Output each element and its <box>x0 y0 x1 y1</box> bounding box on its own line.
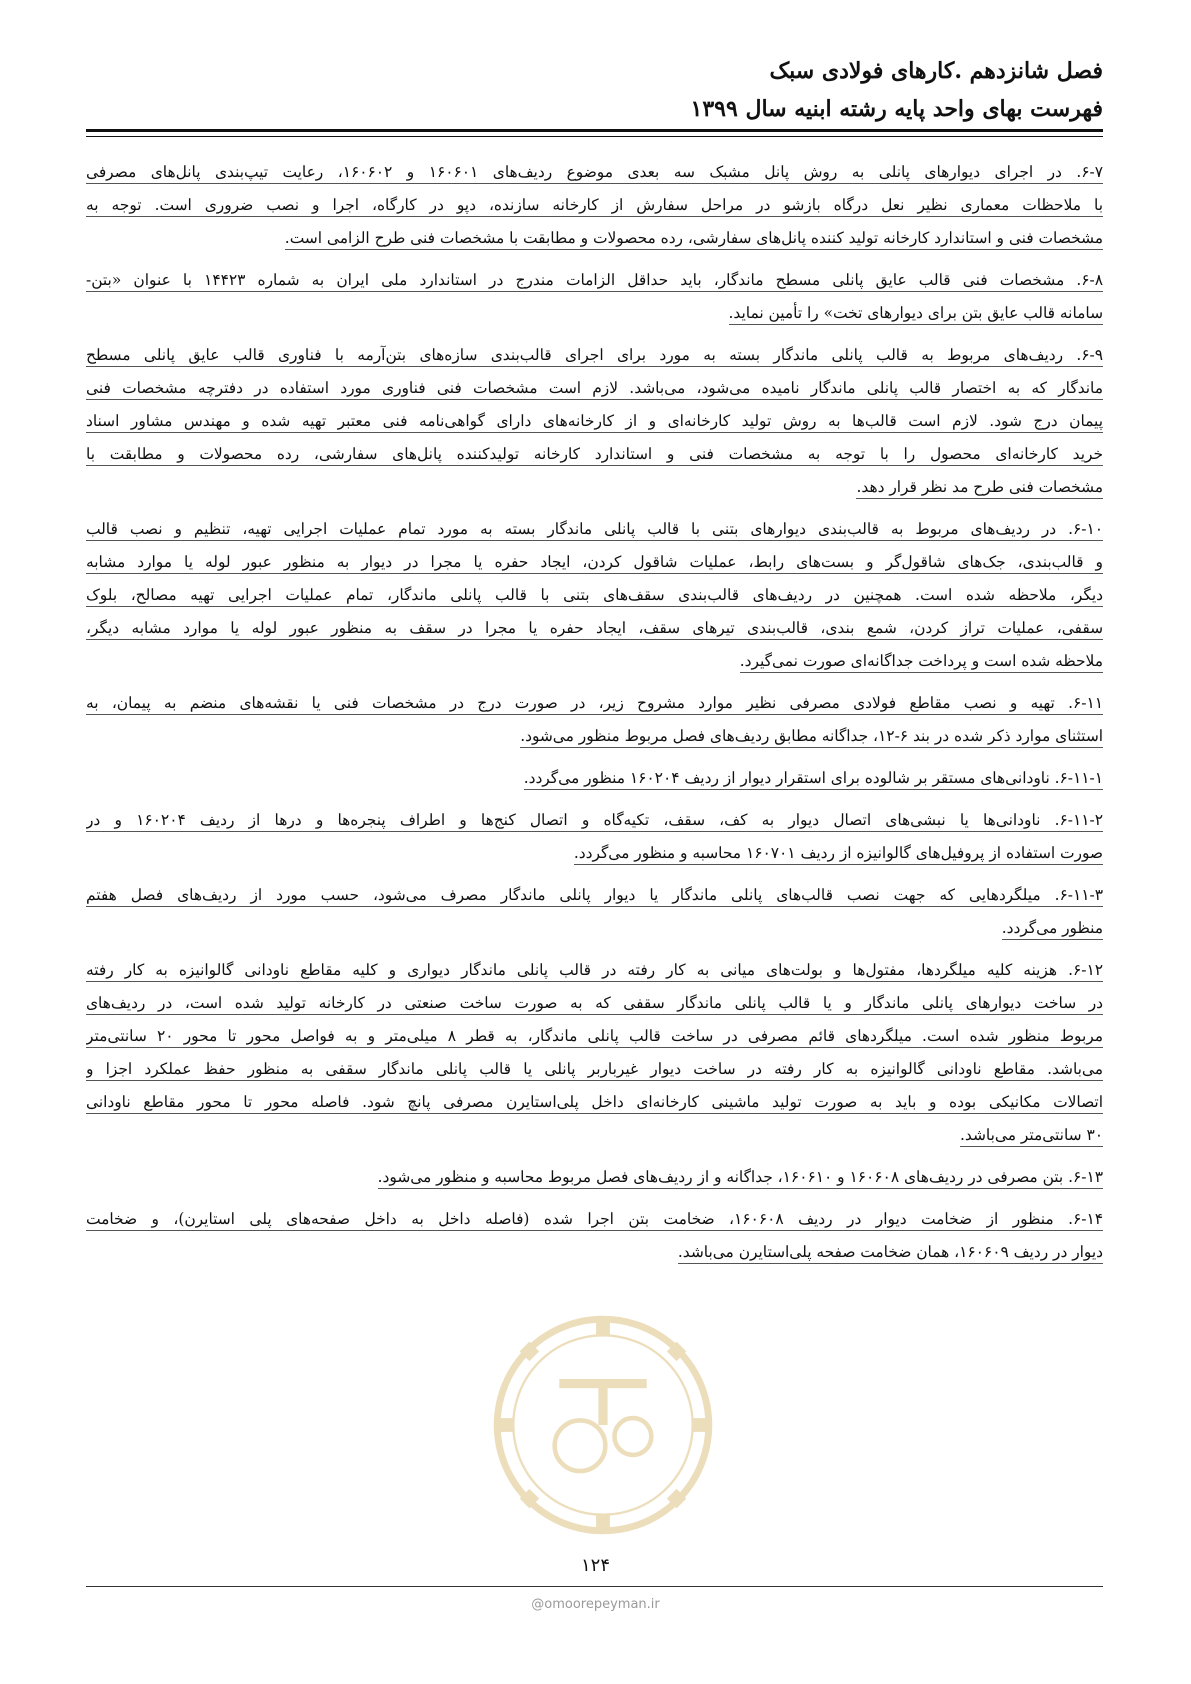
clause-line <box>86 546 1103 579</box>
clause-6-11-1 <box>86 762 1103 795</box>
clause-line-text: ۶-۱۱. تهیه و نصب مقاطع فولادی مصرفی نظیر موارد مشروح زیر، در صورت درج در مشخصات فنی یا نقشه‌های منضم به پیمان، به <box>86 694 1103 715</box>
clause-line-text: ۶-۹. ردیف‌های مربوط به قالب پانلی ماندگار بسته به مورد برای اجرای قالب‌بندی سازه‌های بتن‌آرمه با فناوری قالب عایق پانلی مسطح <box>86 346 1103 367</box>
clause-line <box>86 987 1103 1020</box>
clause-line-text: مربوط منظور شده است. میلگردهای قائم مصرفی در ساخت قالب پانلی ماندگار، به قطر ۸ میلی‌متر و به فواصل محور تا محور ۲۰ سانتی‌متر <box>86 1027 1103 1048</box>
clause-line <box>86 189 1103 222</box>
clause-line-text: منظور می‌گردد. <box>1002 919 1103 940</box>
price-list-title: فهرست بهای واحد پایه رشته ابنیه سال ۱۳۹۹ <box>690 96 1103 122</box>
footer-divider <box>86 1586 1103 1587</box>
clause-line-text: سقفی، عملیات تراز کردن، شمع بندی، قالب‌بندی تیرهای سقف، ایجاد حفره یا مجرا در سقف به منظور عبور لوله یا موارد مشابه دیگر، <box>86 619 1103 640</box>
clause-6-8 <box>86 264 1103 330</box>
clause-line <box>86 339 1103 372</box>
clause-line-text: صورت استفاده از پروفیل‌های گالوانیزه از ردیف ۱۶۰۷۰۱ محاسبه و منظور می‌گردد. <box>574 844 1103 865</box>
page-header <box>86 52 1103 128</box>
clause-line-text: اتصالات مکانیکی بوده و باید به صورت تولید ماشینی کارخانه‌ای داخل پلی‌استایرن مصرفی پانچ شود. فاصله محور تا محور مقاطع ناودانی <box>86 1093 1103 1114</box>
clause-line-text: استثنای موارد ذکر شده در بند ۶-۱۲، جداگانه مطابق ردیف‌های فصل مربوط منظور می‌شود. <box>520 727 1103 748</box>
logo-watermark-icon <box>488 1310 718 1540</box>
clause-line <box>86 1203 1103 1236</box>
clause-line-text: مشخصات فنی و استاندارد کارخانه تولید کننده پانل‌های سفارشی، رده محصولات و مطابقت با مشخصات فنی طرح الزامی است. <box>285 229 1103 250</box>
clause-line <box>86 1053 1103 1086</box>
clause-6-11-3 <box>86 879 1103 945</box>
clause-line-text: می‌باشد. مقاطع ناودانی گالوانیزه به کار رفته در ساخت دیوار غیرباربر پانلی یا قالب پانلی ماندگار سقفی به منظور حفظ عملکرد اجزا و <box>86 1060 1103 1081</box>
clause-line <box>86 1236 1103 1269</box>
clause-line-text: ۶-۱۰. در ردیف‌های مربوط به قالب‌بندی دیوارهای بتنی با قالب پانلی ماندگار بسته به مورد تمام عملیات اجرایی تهیه، تنظیم و نصب قالب <box>86 520 1103 541</box>
clause-line-text: و قالب‌بندی، جک‌های شاقول‌گر و بست‌های رابط، عملیات شاقول کردن، ایجاد حفره یا مجرا در دیوار به منظور عبور لوله یا موارد مشابه <box>86 553 1103 574</box>
clause-6-7 <box>86 156 1103 255</box>
clause-line <box>86 1161 1103 1194</box>
clause-line-text: ۶-۱۱-۱. ناودانی‌های مستقر بر شالوده برای استقرار دیوار از ردیف ۱۶۰۲۰۴ منظور می‌گردد. <box>524 769 1103 790</box>
clause-line <box>86 222 1103 255</box>
clause-6-12 <box>86 954 1103 1152</box>
clause-line-text: خرید کارخانه‌ای محصول را با توجه به مشخصات فنی و استاندارد کارخانه تولیدکننده پانل‌های سفارشی، رده محصولات و مطابقت با <box>86 445 1103 466</box>
clause-line <box>86 687 1103 720</box>
clause-line-text: پیمان درج شود. لازم است قالب‌ها به روش تولید کارخانه‌ای و از کارخانه‌های دارای گواهی‌نامه فنی معتبر تهیه شده و مهندس مشاور اسناد <box>86 412 1103 433</box>
clause-line-text: مشخصات فنی طرح مد نظر قرار دهد. <box>856 478 1103 499</box>
clause-line-text: ۶-۸. مشخصات فنی قالب عایق پانلی مسطح ماندگار، باید حداقل الزامات مندرج در استاندارد ملی ایران به شماره ۱۴۴۲۳ با عنوان «بتن- <box>86 271 1103 292</box>
clause-line <box>86 471 1103 504</box>
clause-line-text: ۳۰ سانتی‌متر می‌باشد. <box>960 1126 1103 1147</box>
clause-line <box>86 372 1103 405</box>
clause-6-11 <box>86 687 1103 753</box>
clause-line-text: ماندگار که به اختصار قالب پانلی ماندگار نامیده می‌شود، می‌باشد. لازم است مشخصات فنی فناوری مورد استفاده در دفترچه مشخصات فنی <box>86 379 1103 400</box>
clause-line <box>86 762 1103 795</box>
clause-line-text: ۶-۱۱-۲. ناودانی‌ها یا نبشی‌های اتصال دیوار به کف، سقف، تکیه‌گاه و اتصال کنج‌ها و اطراف پنجره‌ها و درها از ردیف ۱۶۰۲۰۴ و در <box>86 811 1103 832</box>
clause-line <box>86 1020 1103 1053</box>
clause-6-13 <box>86 1161 1103 1194</box>
clause-line <box>86 405 1103 438</box>
clause-line <box>86 579 1103 612</box>
clause-line <box>86 837 1103 870</box>
clause-line <box>86 954 1103 987</box>
clause-line-text: ۶-۷. در اجرای دیوارهای پانلی به روش پانل مشبک سه بعدی موضوع ردیف‌های ۱۶۰۶۰۱ و ۱۶۰۶۰۲، رعایت تیپ‌بندی پانل‌های مصرفی <box>86 163 1103 184</box>
clause-line <box>86 1086 1103 1119</box>
clause-line-text: ۶-۱۱-۳. میلگردهایی که جهت نصب قالب‌های پانلی ماندگار یا دیوار پانلی ماندگار مصرف می‌شود، حسب مورد از ردیف‌های فصل هفتم <box>86 886 1103 907</box>
website-url[interactable]: @omoorepeyman.ir <box>531 1597 660 1612</box>
clause-line-text: ۶-۱۴. منظور از ضخامت دیوار در ردیف ۱۶۰۶۰۸، ضخامت بتن اجرا شده (فاصله داخل به داخل صفحه‌های پلی استایرن)، و ضخامت <box>86 1210 1103 1231</box>
clause-line <box>86 1119 1103 1152</box>
clause-line-text: دیگر، ملاحظه شده است. همچنین در ردیف‌های قالب‌بندی سقف‌های بتنی با قالب پانلی ماندگار، تمام عملیات اجرایی تهیه مصالح، بلوک <box>86 586 1103 607</box>
clause-line <box>86 645 1103 678</box>
clause-6-10 <box>86 513 1103 678</box>
clause-line-text: با ملاحظات معماری نظیر نعل درگاه بازشو در مراحل سفارش از کارخانه سازنده، دپو در کارگاه، اجرا و نصب ضروری است. توجه به <box>86 196 1103 217</box>
clause-line <box>86 156 1103 189</box>
clause-line <box>86 612 1103 645</box>
clause-line-text: ۶-۱۲. هزینه کلیه میلگردها، مفتول‌ها و بولت‌های میانی به کار رفته در قالب پانلی ماندگار دیواری و کلیه مقاطع ناودانی گالوانیزه به کار رفته <box>86 961 1103 982</box>
clause-line <box>86 264 1103 297</box>
clause-line <box>86 297 1103 330</box>
page-number: ۱۲۴ <box>580 1555 610 1576</box>
clause-line-text: سامانه قالب عایق بتن برای دیوارهای تخت» را تأمین نماید. <box>729 304 1103 325</box>
document-body <box>86 156 1103 1278</box>
clause-line <box>86 879 1103 912</box>
header-divider <box>86 129 1103 137</box>
clause-line <box>86 720 1103 753</box>
clause-6-9 <box>86 339 1103 504</box>
clause-line <box>86 513 1103 546</box>
clause-line <box>86 438 1103 471</box>
clause-line-text: ۶-۱۳. بتن مصرفی در ردیف‌های ۱۶۰۶۰۸ و ۱۶۰۶۱۰، جداگانه و از ردیف‌های فصل مربوط محاسبه و منظور می‌شود. <box>378 1168 1103 1189</box>
clause-line-text: ملاحظه شده است و پرداخت جداگانه‌ای صورت نمی‌گیرد. <box>740 652 1103 673</box>
clause-line <box>86 804 1103 837</box>
clause-6-11-2 <box>86 804 1103 870</box>
clause-line-text: در ساخت دیوارهای پانلی ماندگار و یا قالب پانلی ماندگار سقفی که به صورت ساخت صنعتی در کارخانه تولید شده است، در ردیف‌های <box>86 994 1103 1015</box>
clause-line-text: دیوار در ردیف ۱۶۰۶۰۹، همان ضخامت صفحه پلی‌استایرن می‌باشد. <box>678 1243 1103 1264</box>
chapter-title: فصل شانزدهم .کارهای فولادی سبک <box>769 58 1103 84</box>
clause-line <box>86 912 1103 945</box>
clause-6-14 <box>86 1203 1103 1269</box>
